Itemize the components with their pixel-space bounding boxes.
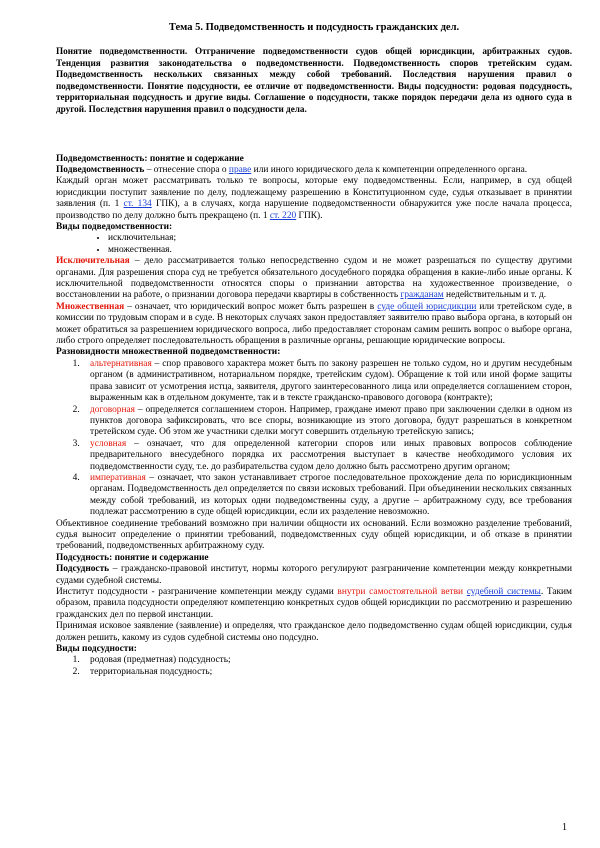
topic-summary: Понятие подведомственности. Отграничение подведомственности судов общей юрисдикции, арбитражных судов. Тенденция развития законодательства о подведомственности. Подведомственность споров третейским судам. Подведомственность нескольких связанных между собой требований. Последствия нарушения правил о подведомственности. Понятие подсудности, ее отличие от подведомственности. Виды подсудности: родовая подсудность, территориальная подсудность и другие виды. Соглашение о подсудности, также порядок передачи дела из одного суда в другой. Последствия нарушения правил о подсудности дела. [56, 46, 572, 114]
venue-types-heading: Виды подсудности: [56, 644, 137, 655]
paragraph-jurisdiction-definition: Подведомственность – отнесение спора о праве или иного юридического дела к компетенции определенного органа. [56, 164, 528, 175]
term-exclusive: Исключительная [56, 256, 130, 267]
page-number: 1 [562, 822, 567, 833]
paragraph-venue-definition: Подсудность – гражданско-правовой институт, нормы которого регулируют разграничение компетенции между конкретными судами судебной системы. [56, 564, 572, 586]
list-item: 2. договорная – определяется соглашением сторон. Например, граждане имеют право при заключении сделки в одном из пунктов договора зафиксировать, что все споры, возникающие из этого договора, будут разрешаться в конкретном третейском суде. Об этом же участники сделки могут совершить отдельную третейскую запись; [82, 405, 572, 439]
link-article-220[interactable]: ст. 220 [269, 210, 297, 221]
venue-types-list [56, 655, 572, 678]
document-page [56, 22, 572, 678]
link-judicial-system[interactable]: судебной системы [466, 587, 541, 597]
paragraph-objective-joinder: Объективное соединение требований возможно при наличии общности их оснований. Если возможно разделение требований, судья выносит определение о принятии требований, подведомственных суду общей юрисдикции, и об отказе в принятии требований, подведомственных арбитражному суду. [56, 518, 572, 552]
term-venue: Подсудность [56, 564, 110, 575]
variants-heading: Разновидности множественной подведомственности: [56, 347, 281, 358]
list-item: 2. территориальная подсудность; [82, 667, 572, 678]
paragraph-claim-acceptance: Принимая исковое заявление (заявление) и определяя, что гражданское дело подведомственно судам общей юрисдикции, судья должен решить, какому из судов судебной системы оно подсудно. [56, 621, 572, 643]
section-heading-jurisdiction: Подведомственность: понятие и содержание [56, 153, 244, 164]
link-citizens[interactable]: гражданам [400, 290, 444, 301]
term-jurisdiction: Подведомственность [56, 164, 145, 175]
list-item: 3. условная – означает, что для определенной категории споров или иных правовых вопросов соблюдение предварительного внесудебного порядка их рассмотрения выступает в качестве необходимого условия их подведомственности суду, т.е. до разбирательства судом дело должно быть рассмотрено другим органом; [82, 439, 572, 473]
list-item: 1. альтернативная – спор правового характера может быть по закону разрешен не только судом, но и другим несудебным органом (в административном, нотариальном порядке, третейским судом). Обращение к той или иной форме защиты права зависит от усмотрения истца, заявителя, другого заинтересованного лица или определяется соглашением сторон, выраженным как в отдельном документе, так и в тексте гражданско-правового договора (контракте); [82, 359, 572, 405]
paragraph-multiple: Множественная – означает, что юридический вопрос может быть разрешен в суде общей юрисдикции или третейском суде, в комиссии по трудовым спорам и в суде. В некоторых случаях закон предоставляет заявителю право выбора органа, в который он может обратиться за разрешением юридического вопроса, либо предоставляет сторонам самим решить вопрос о выборе органа, либо строго определяет последовательность обращения в различные органы, решающие юридические вопросы. [56, 301, 572, 347]
section-heading-venue: Подсудность: понятие и содержание [56, 552, 209, 563]
page-title: Тема 5. Подведомственность и подсудность гражданских дел. [168, 22, 460, 33]
paragraph-exclusive: Исключительная – дело рассматривается только непосредственно судом и не может разрешаться по существу другими органами. Для разрешения спора суд не требуется обязательного досудебного порядка обращения в какие-либо иные органы. К исключительной подведомственности относятся споры о признании авторства на художественное произведение, о восстановлении на работе, о признании договора передачи квартиры в собственность гражданам недействительным и т. д. [56, 256, 572, 301]
list-item: • исключительная; [108, 233, 572, 244]
link-article-134[interactable]: ст. 134 [123, 199, 152, 210]
variants-list [56, 359, 572, 519]
term-multiple: Множественная [56, 301, 125, 312]
paragraph-competence: Каждый орган может рассматривать только те вопросы, которые ему подведомственны. Если, например, в суд общей юрисдикции поступит заявление по делу, подлежащему разрешению в Конституционном суде, судья отказывает в принятии заявления (п. 1 ст. 134 ГПК), а в случаях, когда нарушение подведомственности обнаружится уже после начала процесса, производство по делу должно быть прекращено (п. 1 ст. 220 ГПК). [56, 176, 572, 221]
list-item: 4. императивная – означает, что закон устанавливает строгое последовательное прохождение дела по юрисдикционным органам. Подведомственность дел определяется по связи исковых требований. При объединении нескольких связанных между собой требований, из которых одни подведомственны суду, а другие – арбитражному суду, все требования подлежат рассмотрению в суде общей юрисдикции, если их разделение невозможно. [82, 473, 572, 519]
paragraph-venue-institute: Институт подсудности - разграничение компетенции между судами внутри самостоятельной ветви судебной системы. Таким образом, правила подсудности определяют компетенцию конкретных судов общей юрисдикции по рассмотрению и разрешению гражданских дел по первой инстанции. [56, 587, 572, 620]
link-general-court[interactable]: суде общей юрисдикции [377, 301, 477, 312]
list-item: • множественная. [108, 245, 572, 256]
jurisdiction-types-list [56, 233, 572, 256]
link-right[interactable]: праве [228, 164, 252, 175]
list-item: 1. родовая (предметная) подсудность; [82, 655, 572, 666]
types-heading: Виды подведомственности: [56, 222, 173, 232]
